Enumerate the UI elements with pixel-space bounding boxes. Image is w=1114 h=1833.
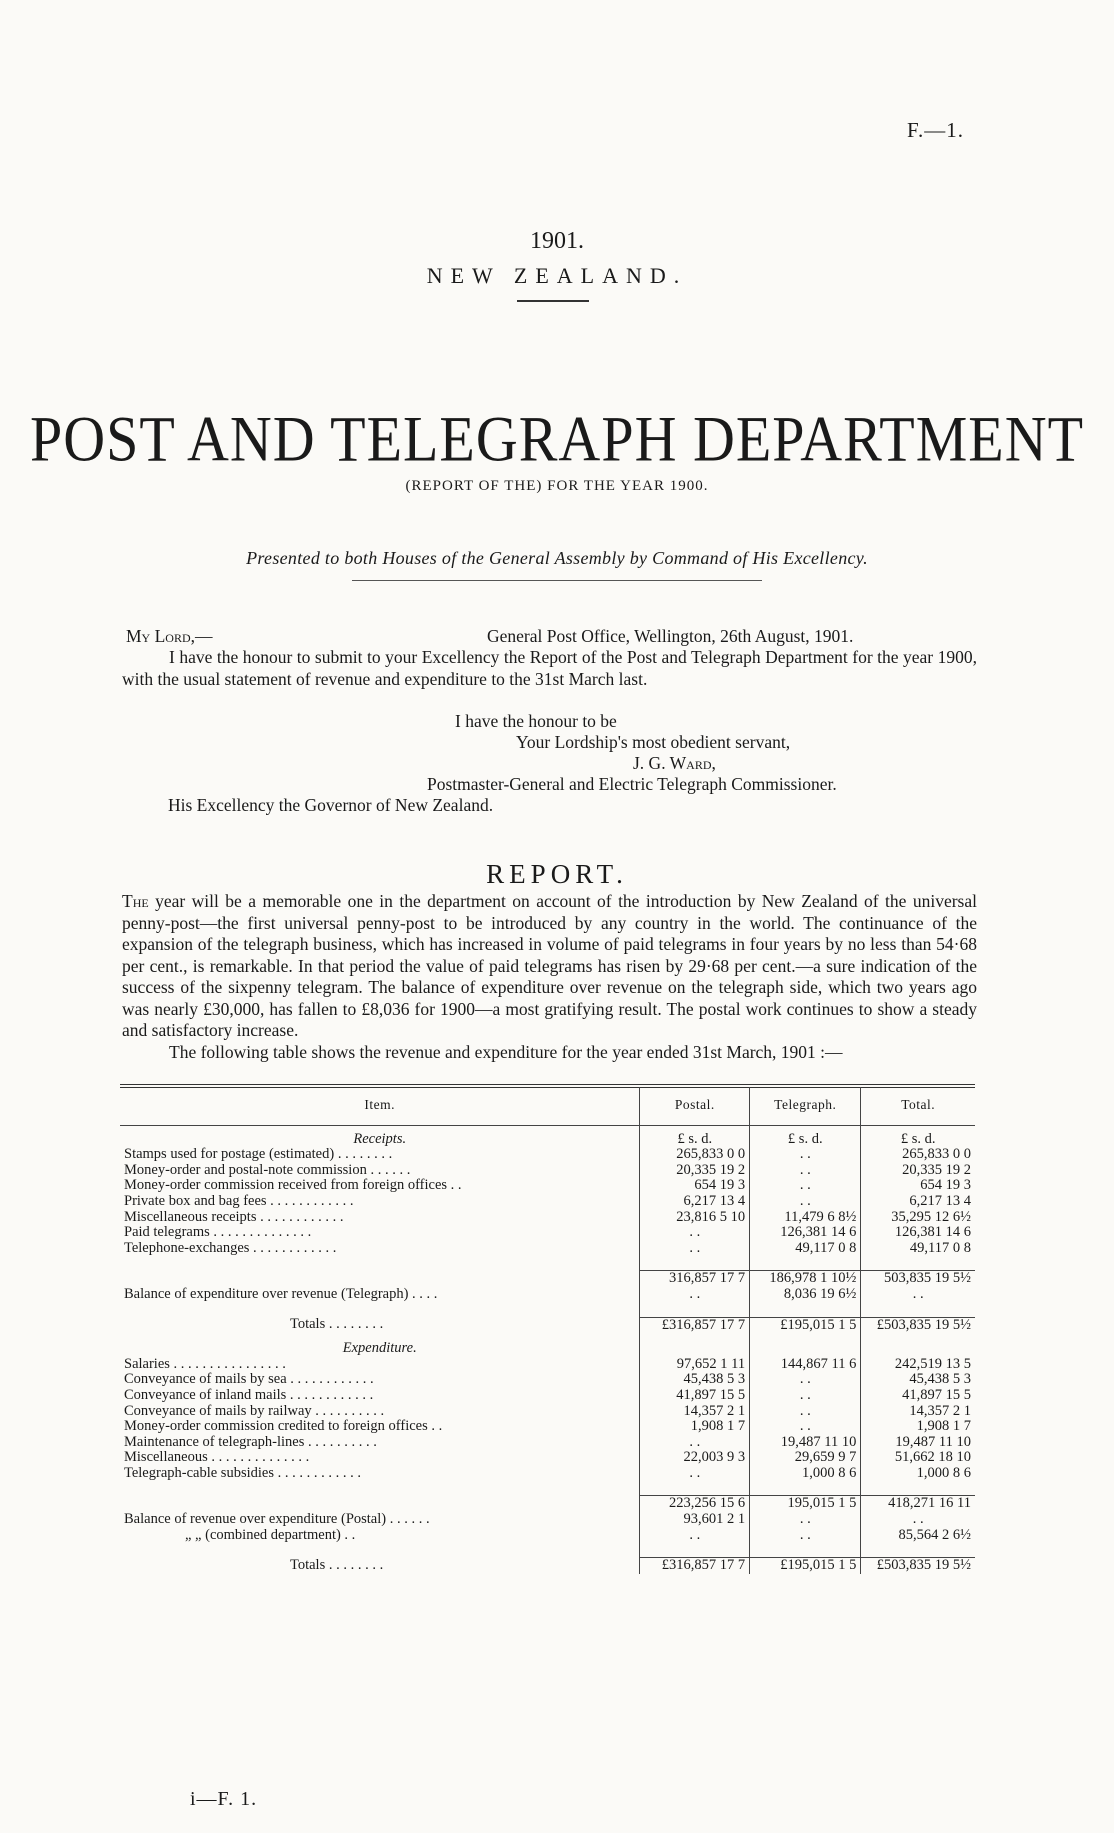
- postal-cell: £316,857 17 7: [640, 1317, 750, 1333]
- table-row: [120, 1163, 975, 1179]
- revenue-expenditure-table: [120, 1087, 975, 1574]
- presented-line: Presented to both Houses of the General Assembly by Command of His Excellency.: [246, 548, 868, 568]
- letter-addressee: His Excellency the Governor of New Zealand.: [168, 795, 494, 815]
- table-row: [120, 1357, 975, 1373]
- postal-cell: . .: [640, 1287, 750, 1303]
- telegraph-cell: . .: [750, 1528, 861, 1544]
- table-top-rule: [120, 1084, 975, 1085]
- postal-cell: 97,652 1 11: [640, 1357, 750, 1373]
- postal-cell: 41,897 15 5: [640, 1388, 750, 1404]
- total-cell: 265,833 0 0: [861, 1147, 975, 1163]
- telegraph-cell: . .: [750, 1147, 861, 1163]
- letter-body: I have the honour to submit to your Excellency the Report of the Post and Telegraph Department for the year 1900, with the usual statement of revenue and expenditure to the 31st March last.: [122, 647, 977, 689]
- units-postal: £ s. d.: [640, 1125, 750, 1147]
- total-cell: 35,295 12 6½: [861, 1210, 975, 1226]
- table-row: [120, 1419, 975, 1435]
- letter-signatory-title: Postmaster-General and Electric Telegraph Commissioner.: [427, 774, 837, 794]
- total-cell: 20,335 19 2: [861, 1163, 975, 1179]
- spacer-row: [120, 1256, 975, 1271]
- total-cell: 85,564 2 6½: [861, 1528, 975, 1544]
- long-divider: [352, 580, 762, 581]
- total-cell: 19,487 11 10: [861, 1435, 975, 1451]
- total-cell: . .: [861, 1287, 975, 1303]
- table-row: [120, 1147, 975, 1163]
- row-label: Salaries . . . . . . . . . . . . . . . .: [124, 1355, 286, 1372]
- country-name: NEW ZEALAND.: [426, 263, 688, 288]
- postal-cell: . .: [640, 1466, 750, 1482]
- total-cell: 51,662 18 10: [861, 1450, 975, 1466]
- row-label: Private box and bag fees . . . . . . . . . . . .: [124, 1192, 354, 1209]
- row-label: Totals . . . . . . . .: [290, 1316, 384, 1333]
- table-row: [120, 1241, 975, 1257]
- telegraph-cell: 186,978 1 10½: [750, 1271, 861, 1287]
- row-label: Money-order commission received from foreign offices . .: [124, 1177, 462, 1194]
- receipts-subtotal-row: [120, 1271, 975, 1287]
- expenditure-label-row: [120, 1333, 975, 1357]
- units-total: £ s. d.: [861, 1125, 975, 1147]
- postal-cell: 316,857 17 7: [640, 1271, 750, 1287]
- col-postal-header: Postal.: [640, 1087, 750, 1125]
- telegraph-cell: . .: [750, 1404, 861, 1420]
- receipts-label: Receipts.: [353, 1130, 407, 1147]
- row-label: Telegraph-cable subsidies . . . . . . . . . . . .: [124, 1464, 361, 1481]
- col-telegraph-header: Telegraph.: [750, 1087, 861, 1125]
- postal-cell: . .: [640, 1435, 750, 1451]
- telegraph-cell: . .: [750, 1388, 861, 1404]
- expenditure-totals-row: [120, 1558, 975, 1574]
- table-row: [120, 1435, 975, 1451]
- row-label: Money-order commission credited to foreign offices . .: [124, 1418, 443, 1435]
- telegraph-cell: . .: [750, 1163, 861, 1179]
- postal-cell: . .: [640, 1241, 750, 1257]
- postal-cell: . .: [640, 1528, 750, 1544]
- telegraph-cell: 144,867 11 6: [750, 1357, 861, 1373]
- total-cell: . .: [861, 1512, 975, 1528]
- total-cell: 14,357 2 1: [861, 1404, 975, 1420]
- row-label: Stamps used for postage (estimated) . . . . . . . .: [124, 1146, 393, 1163]
- total-cell: 49,117 0 8: [861, 1241, 975, 1257]
- telegraph-cell: 29,659 9 7: [750, 1450, 861, 1466]
- total-cell: 41,897 15 5: [861, 1388, 975, 1404]
- units-telegraph: £ s. d.: [750, 1125, 861, 1147]
- row-label: Paid telegrams . . . . . . . . . . . . . .: [124, 1224, 312, 1241]
- total-cell: £503,835 19 5½: [861, 1317, 975, 1333]
- telegraph-cell: 1,000 8 6: [750, 1466, 861, 1482]
- table-row: [120, 1194, 975, 1210]
- postal-cell: £316,857 17 7: [640, 1558, 750, 1574]
- row-label: Miscellaneous . . . . . . . . . . . . . .: [124, 1449, 310, 1466]
- col-total-header: Total.: [861, 1087, 975, 1125]
- expenditure-balance-row: [120, 1528, 975, 1544]
- receipts-label-row: [120, 1125, 975, 1147]
- postal-cell: 93,601 2 1: [640, 1512, 750, 1528]
- table-row: [120, 1404, 975, 1420]
- postal-cell: 265,833 0 0: [640, 1147, 750, 1163]
- expenditure-label: Expenditure.: [342, 1340, 417, 1357]
- spacer-row: [120, 1481, 975, 1496]
- table-header-row: [120, 1087, 975, 1125]
- row-label: Totals . . . . . . . .: [290, 1556, 384, 1573]
- telegraph-cell: . .: [750, 1372, 861, 1388]
- total-cell: 45,438 5 3: [861, 1372, 975, 1388]
- postal-cell: 22,003 9 3: [640, 1450, 750, 1466]
- table-row: [120, 1466, 975, 1482]
- total-cell: 503,835 19 5½: [861, 1271, 975, 1287]
- telegraph-cell: £195,015 1 5: [750, 1317, 861, 1333]
- row-label: Balance of expenditure over revenue (Telegraph) . . . .: [124, 1285, 438, 1302]
- short-divider: [517, 300, 589, 302]
- postal-cell: 1,908 1 7: [640, 1419, 750, 1435]
- row-label: Money-order and postal-note commission . . . . . .: [124, 1161, 411, 1178]
- row-label: „ „ (combined department) . .: [185, 1526, 356, 1543]
- telegraph-cell: 49,117 0 8: [750, 1241, 861, 1257]
- telegraph-cell: . .: [750, 1178, 861, 1194]
- row-label: Miscellaneous receipts . . . . . . . . . . . .: [124, 1208, 344, 1225]
- total-cell: 242,519 13 5: [861, 1357, 975, 1373]
- postal-cell: . .: [640, 1225, 750, 1241]
- letter-closing-1: I have the honour to be: [455, 711, 617, 731]
- report-heading: REPORT.: [486, 859, 628, 889]
- table-row: [120, 1210, 975, 1226]
- postal-cell: 654 19 3: [640, 1178, 750, 1194]
- postal-cell: 20,335 19 2: [640, 1163, 750, 1179]
- row-label: Conveyance of mails by sea . . . . . . . . . . . .: [124, 1371, 374, 1388]
- total-cell: 1,000 8 6: [861, 1466, 975, 1482]
- postal-cell: 223,256 15 6: [640, 1496, 750, 1512]
- spacer-row: [120, 1543, 975, 1558]
- telegraph-cell: 11,479 6 8½: [750, 1210, 861, 1226]
- telegraph-cell: 126,381 14 6: [750, 1225, 861, 1241]
- table-row: [120, 1388, 975, 1404]
- letter-closing-2: Your Lordship's most obedient servant,: [516, 732, 791, 752]
- row-label: Balance of revenue over expenditure (Postal) . . . . . .: [124, 1511, 430, 1528]
- report-paragraph-2: The following table shows the revenue and expenditure for the year ended 31st March, 1901 :—: [169, 1041, 843, 1062]
- letter-salutation: My Lord,—: [126, 626, 213, 646]
- table-row: [120, 1178, 975, 1194]
- telegraph-cell: . .: [750, 1512, 861, 1528]
- receipts-balance-row: [120, 1287, 975, 1303]
- page-subtitle: (REPORT OF THE) FOR THE YEAR 1900.: [405, 478, 709, 494]
- expenditure-subtotal-row: [120, 1496, 975, 1512]
- row-label: Conveyance of inland mails . . . . . . . . . . . .: [124, 1386, 374, 1403]
- total-cell: £503,835 19 5½: [861, 1558, 975, 1574]
- report-lead-word: The: [122, 891, 149, 911]
- expenditure-balance-row: [120, 1512, 975, 1528]
- row-label: [120, 1496, 640, 1512]
- table-row: [120, 1372, 975, 1388]
- table-row: [120, 1225, 975, 1241]
- row-label: Maintenance of telegraph-lines . . . . . . . . . .: [124, 1433, 377, 1450]
- telegraph-cell: 8,036 19 6½: [750, 1287, 861, 1303]
- row-label: [120, 1271, 640, 1287]
- total-cell: 126,381 14 6: [861, 1225, 975, 1241]
- letter-signatory: J. G. Ward,: [633, 753, 716, 773]
- row-label: Telephone-exchanges . . . . . . . . . . . .: [124, 1239, 337, 1256]
- postal-cell: 45,438 5 3: [640, 1372, 750, 1388]
- total-cell: 654 19 3: [861, 1178, 975, 1194]
- page-title: POST AND TELEGRAPH DEPARTMENT: [29, 402, 1085, 475]
- col-item-header: Item.: [364, 1097, 396, 1112]
- telegraph-cell: 195,015 1 5: [750, 1496, 861, 1512]
- total-cell: 6,217 13 4: [861, 1194, 975, 1210]
- row-label: Conveyance of mails by railway . . . . . . . . . .: [124, 1402, 385, 1419]
- total-cell: 1,908 1 7: [861, 1419, 975, 1435]
- report-body: [122, 891, 977, 1063]
- report-paragraph-1: year will be a memorable one in the department on account of the introduction by New Zealand of the universal penny-post—the first universal penny-post to be introduced by any country in the world. The continuance of the expansion of the telegraph business, which has increased in volume of paid telegrams in four years by no less than 54·68 per cent., is remarkable. In that period the value of paid telegrams has risen by 29·68 per cent.—a sure indication of the success of the sixpenny telegram. The balance of expenditure over revenue on the telegraph side, which two years ago was nearly £30,000, has fallen to £8,036 for 1900—a most gratifying result. The postal work continues to show a steady and satisfactory increase.: [122, 891, 977, 1040]
- document-reference: F.—1.: [907, 118, 964, 142]
- postal-cell: 23,816 5 10: [640, 1210, 750, 1226]
- footer-signature: i—F. 1.: [190, 1788, 258, 1810]
- receipts-totals-row: [120, 1317, 975, 1333]
- telegraph-cell: . .: [750, 1194, 861, 1210]
- postal-cell: 6,217 13 4: [640, 1194, 750, 1210]
- total-cell: 418,271 16 11: [861, 1496, 975, 1512]
- telegraph-cell: . .: [750, 1419, 861, 1435]
- telegraph-cell: 19,487 11 10: [750, 1435, 861, 1451]
- table-row: [120, 1450, 975, 1466]
- telegraph-cell: £195,015 1 5: [750, 1558, 861, 1574]
- letter-dateline: General Post Office, Wellington, 26th August, 1901.: [487, 626, 854, 646]
- spacer-row: [120, 1303, 975, 1318]
- postal-cell: 14,357 2 1: [640, 1404, 750, 1420]
- report-year: 1901.: [530, 228, 584, 254]
